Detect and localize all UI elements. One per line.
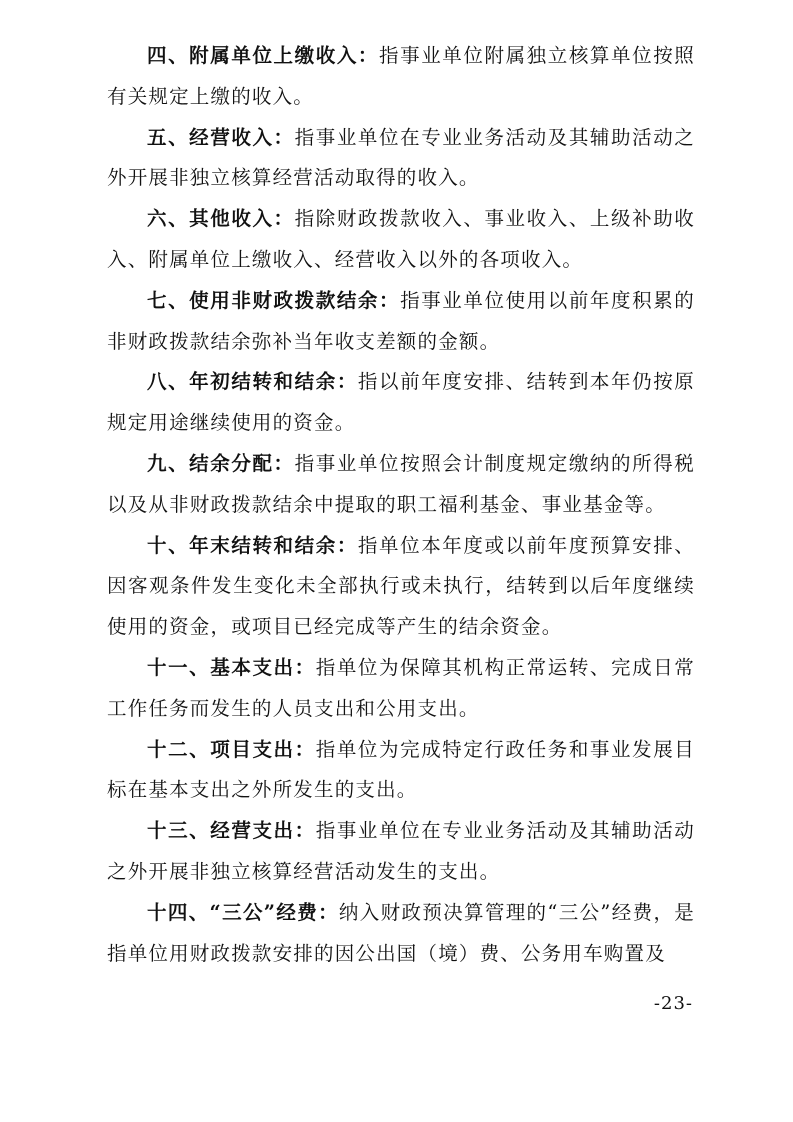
- term-heading: 十三、经营支出：: [147, 819, 316, 843]
- term-definition: 指事业单位在专业业务活动及其辅助活动之外开展非独立核算经营活动发生的支出。: [107, 819, 695, 883]
- term-heading: 四、附属单位上缴收入：: [147, 44, 380, 67]
- term-definition: 指除财政拨款收入、事业收入、上级补助收入、附属单位上缴收入、经营收入以外的各项收入。: [107, 207, 695, 271]
- paragraph-opening-carryover: [107, 362, 695, 444]
- paragraph-non-fiscal-balance-use: [107, 281, 695, 363]
- term-heading: 十四、“三公”经费：: [147, 900, 339, 924]
- paragraph-basic-expenditure: [107, 648, 695, 730]
- term-definition: 指单位为保障其机构正常运转、完成日常工作任务而发生的人员支出和公用支出。: [107, 655, 695, 720]
- term-heading: 八、年初结转和结余：: [147, 370, 358, 394]
- term-definition: 指单位为完成特定行政任务和事业发展目标在基本支出之外所发生的支出。: [107, 737, 695, 802]
- paragraph-project-expenditure: [107, 730, 695, 812]
- term-definition: 指事业单位按照会计制度规定缴纳的所得税以及从非财政拨款结余中提取的职工福利基金、事业基金等。: [107, 451, 695, 516]
- paragraph-closing-carryover: [107, 526, 695, 648]
- page-number: -23-: [653, 993, 693, 1014]
- term-heading: 十、年末结转和结余：: [147, 533, 358, 557]
- term-definition: 指以前年度安排、结转到本年仍按原规定用途继续使用的资金。: [107, 370, 695, 435]
- paragraph-operating-income: [107, 118, 695, 200]
- term-definition: 指事业单位附属独立核算单位按照有关规定上缴的收入。: [107, 44, 695, 108]
- term-definition: 指事业单位在专业业务活动及其辅助活动之外开展非独立核算经营活动取得的收入。: [107, 125, 695, 190]
- document-body: [107, 36, 695, 974]
- paragraph-balance-distribution: [107, 444, 695, 526]
- term-heading: 十二、项目支出：: [147, 737, 316, 761]
- term-heading: 七、使用非财政拨款结余：: [147, 288, 401, 312]
- paragraph-other-income: [107, 199, 695, 281]
- term-heading: 六、其他收入：: [147, 207, 295, 231]
- term-definition: 纳入财政预决算管理的“三公”经费，是指单位用财政拨款安排的因公出国（境）费、公务用车购置及: [107, 900, 695, 965]
- paragraph-affiliated-unit-income: [107, 36, 695, 118]
- term-heading: 十一、基本支出：: [147, 655, 316, 679]
- term-definition: 指事业单位使用以前年度积累的非财政拨款结余弥补当年收支差额的金额。: [107, 288, 695, 353]
- term-definition: 指单位本年度或以前年度预算安排、因客观条件发生变化未全部执行或未执行，结转到以后年度继续使用的资金，或项目已经完成等产生的结余资金。: [107, 533, 695, 639]
- paragraph-three-public-expenses: [107, 893, 695, 975]
- term-heading: 五、经营收入：: [147, 125, 295, 149]
- term-heading: 九、结余分配：: [147, 451, 295, 475]
- paragraph-operating-expenditure: [107, 811, 695, 893]
